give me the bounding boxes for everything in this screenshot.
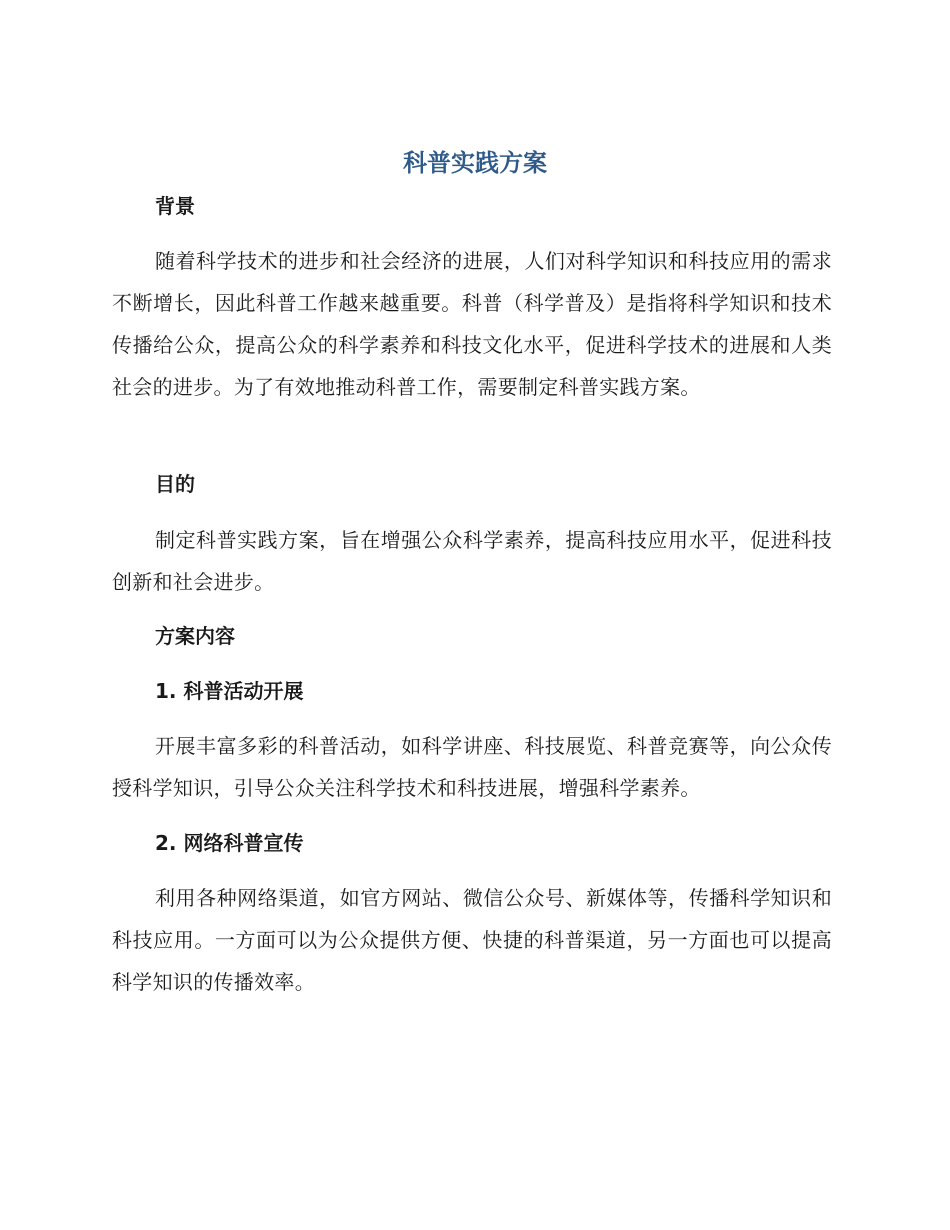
section-paragraph-purpose: 制定科普实践方案，旨在增强公众科学素养，提高科技应用水平，促进科技创新和社会进步。 bbox=[112, 528, 832, 594]
section-heading-purpose: 目的 bbox=[155, 472, 195, 496]
section-heading-background: 背景 bbox=[155, 194, 195, 218]
section-heading-activities: 1. 科普活动开展 bbox=[155, 679, 304, 703]
section-paragraph-online-publicity: 利用各种网络渠道，如官方网站、微信公众号、新媒体等，传播科学知识和科技应用。一方面可以为公众提供方便、快捷的科普渠道，另一方面也可以提高科学知识的传播效率。 bbox=[112, 886, 832, 994]
section-heading-online-publicity: 2. 网络科普宣传 bbox=[155, 831, 304, 855]
section-heading-plan-content: 方案内容 bbox=[155, 624, 235, 648]
document-title: 科普实践方案 bbox=[403, 149, 547, 177]
section-paragraph-activities: 开展丰富多彩的科普活动，如科学讲座、科技展览、科普竞赛等，向公众传授科学知识，引导公众关注科学技术和科技进展，增强科学素养。 bbox=[112, 734, 832, 800]
section-paragraph-background: 随着科学技术的进步和社会经济的进展，人们对科学知识和科技应用的需求不断增长，因此科普工作越来越重要。科普（科学普及）是指将科学知识和技术传播给公众，提高公众的科学素养和科技文化水平，促进科学技术的进展和人类社会的进步。为了有效地推动科普工作，需要制定科普实践方案。 bbox=[112, 249, 832, 399]
